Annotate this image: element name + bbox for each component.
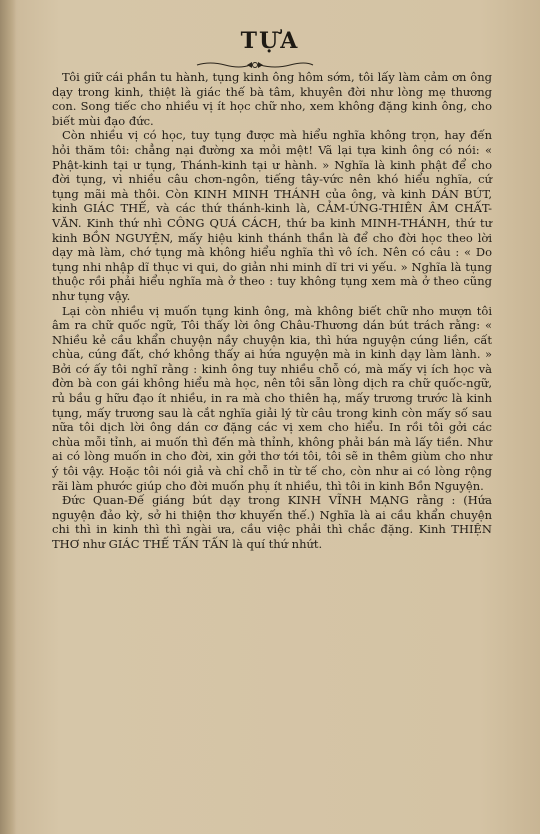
paragraph-3: Lại còn nhiều vị muốn tụng kinh ông, mà không biết chữ nho mượn tôi âm ra chữ quốc ngữ, Tôi thấy lời ông Châu-Thương dán bút trách rằng: « Nhiều kẻ cầu khẩn chuyện nầy chuyện kia, thì hứa nguyện cúng liền, cất chùa, cúng đất, chớ không thấy ai hứa nguyện mà in kinh dạy làm lành. » Bởi cớ ấy tôi nghĩ rằng : kinh ông tuy nhiều chỗ có, mà mấy vị ích học và đờn bà con gái không hiểu mà học, nên tôi sẵn lòng dịch ra chữ quốc-ngữ, rủ bầu g hữu đạo ít nhiều, in ra mà cho thiên hạ, mấy trương trước là kinh tụng, mấy trương sau là cắt nghĩa giải lý từ câu trong kinh còn mấy số sau nữa tôi dịch lời ông dán cơ đặng các vị xem cho hiểu. In rồi tôi gởi các chùa mỗi tỉnh, ai muốn thì đến mà thỉnh, không phải bán mà lấy tiền. Như ai có lòng muốn in cho đời, xin gởi thơ tới tôi, tôi sẽ in thêm giùm cho như ý tôi vậy. Hoặc tôi nói giả và chỉ chỗ in từ tế cho, còn như ai có lòng rộng rãi làm phước giúp cho đời muốn phụ ít nhiều, thì tôi in kinh Bồn Nguyện. [52,303,492,493]
paragraph-2: Còn nhiều vị có học, tuy tụng được mà hiểu nghĩa không trọn, hay đến hỏi thăm tôi: chẳng nại đường xa mỏi mệt! Vã lại tựa kinh ông có nói: « Phật-kinh tại ư tụng, Thánh-kinh tại ư hành. » Nghĩa là kinh phật để cho đời tụng, vì nhiều câu chơn-ngôn, tiếng tây-vức nên khó hiểu nghĩa, cứ tụng mãi mà thôi. Còn KINH MINH THÁNH của ông, và kinh DÁN BÚT, kinh GIÁC THẾ, và các thứ thánh-kinh là, CẢM-ỨNG-THIÊN ÂM CHẤT-VĂN. Kinh thứ nhì CÔNG QUÁ CÁCH, thứ ba kinh MINH-THÁNH, thứ tư kinh BỒN NGUYỆN, mấy hiệu kinh thánh thần là để cho đời học theo lời dạy mà làm, chớ tụng mà không hiểu nghĩa thì vô ích. Nên có câu : « Do tụng nhi nhập dĩ thục vi qui, do giản nhi minh dĩ tri vi yếu. » Nghĩa là tụng thuộc rồi phải hiểu nghĩa mà ở theo : tuy không tụng xem mà ở theo cũng như tụng vậy. [52,128,492,303]
page-title: TỰA [240,28,300,54]
paragraph-1: Tôi giữ cái phần tu hành, tụng kinh ông hôm sớm, tôi lấy làm cảm ơn ông dạy trong kinh, thiệt là giác thế bà tâm, khuyên đời như lòng mẹ thương con. Song tiếc cho nhiều vị ít học chữ nho, xem không đặng kinh ông, cho biết mùi đạo đức. [52,70,492,128]
paragraph-4: Đức Quan-Đế giáng bút dạy trong KINH VĨNH MẠNG rằng : (Hứa nguyện đảo kỳ, sở hi thiện thơ khuyến thế.) Nghĩa là ai cầu khẩn chuyện chi thì in kinh thì thì ngài ưa, cầu việc phải thì chắc đặng. Kinh THIỆN THƠ như GIÁC THẾ TẤN TẤN là quí thứ nhứt. [52,493,492,551]
preface-body [52,70,492,552]
page-binding-shadow [0,0,16,834]
decorative-flourish-icon [195,60,315,70]
